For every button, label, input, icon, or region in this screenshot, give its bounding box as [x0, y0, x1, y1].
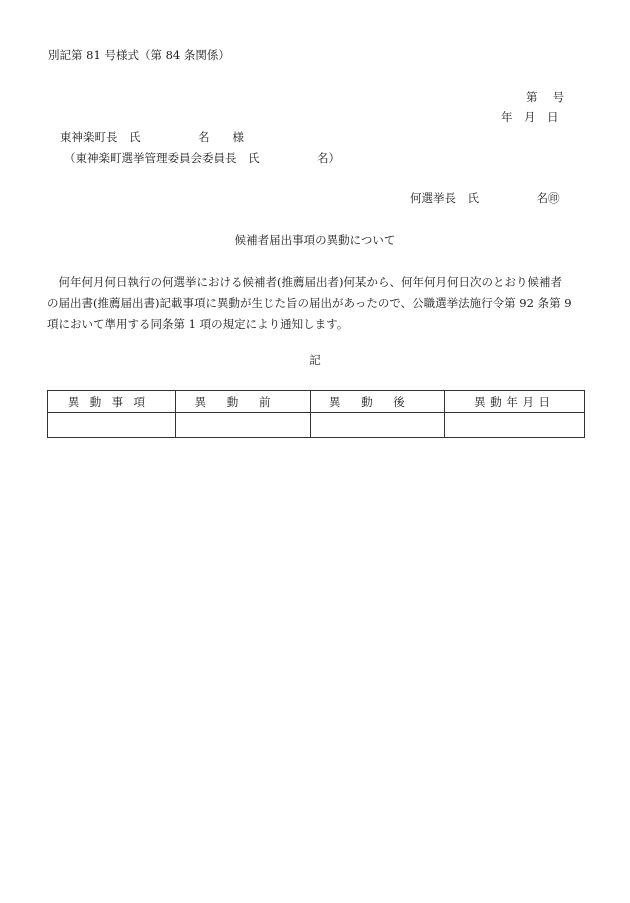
col-header-after: 異動後 [310, 391, 444, 413]
table-cell [444, 413, 584, 438]
addressee-alt-line: （東神楽町選挙管理委員会委員長 氏 名） [64, 151, 340, 165]
table-cell [176, 413, 310, 438]
form-number: 別記第 81 号様式（第 84 条関係） [48, 48, 230, 62]
document-number: 第 号 [526, 90, 565, 104]
col-header-date: 異動年月日 [444, 391, 584, 413]
col-header-before: 異動前 [176, 391, 310, 413]
col-header-item: 異動事項 [48, 391, 176, 413]
body-line-2: の届出書(推薦届出書)記載事項に異動が生じた旨の届出があったので、公職選挙法施行令第 92 条第 9 [47, 296, 572, 310]
table-header-row [48, 391, 585, 413]
table-row [48, 413, 585, 438]
table-cell [310, 413, 444, 438]
ki-heading: 記 [309, 353, 321, 367]
addressee-line: 東神楽町長 氏 名 様 [60, 130, 244, 144]
document-title: 候補者届出事項の異動について [234, 233, 396, 247]
body-line-3: 項において準用する同条第 1 項の規定により通知します。 [47, 317, 349, 331]
body-paragraph [47, 272, 587, 335]
document-date: 年 月 日 [501, 110, 559, 124]
change-table [47, 390, 585, 438]
sender-line: 何選挙長 氏 名㊞ [410, 191, 560, 205]
table-cell [48, 413, 176, 438]
body-line-1: 何年何月何日執行の何選挙における候補者(推薦届出者)何某から、何年何月何日次のとおり候補者 [47, 275, 562, 289]
